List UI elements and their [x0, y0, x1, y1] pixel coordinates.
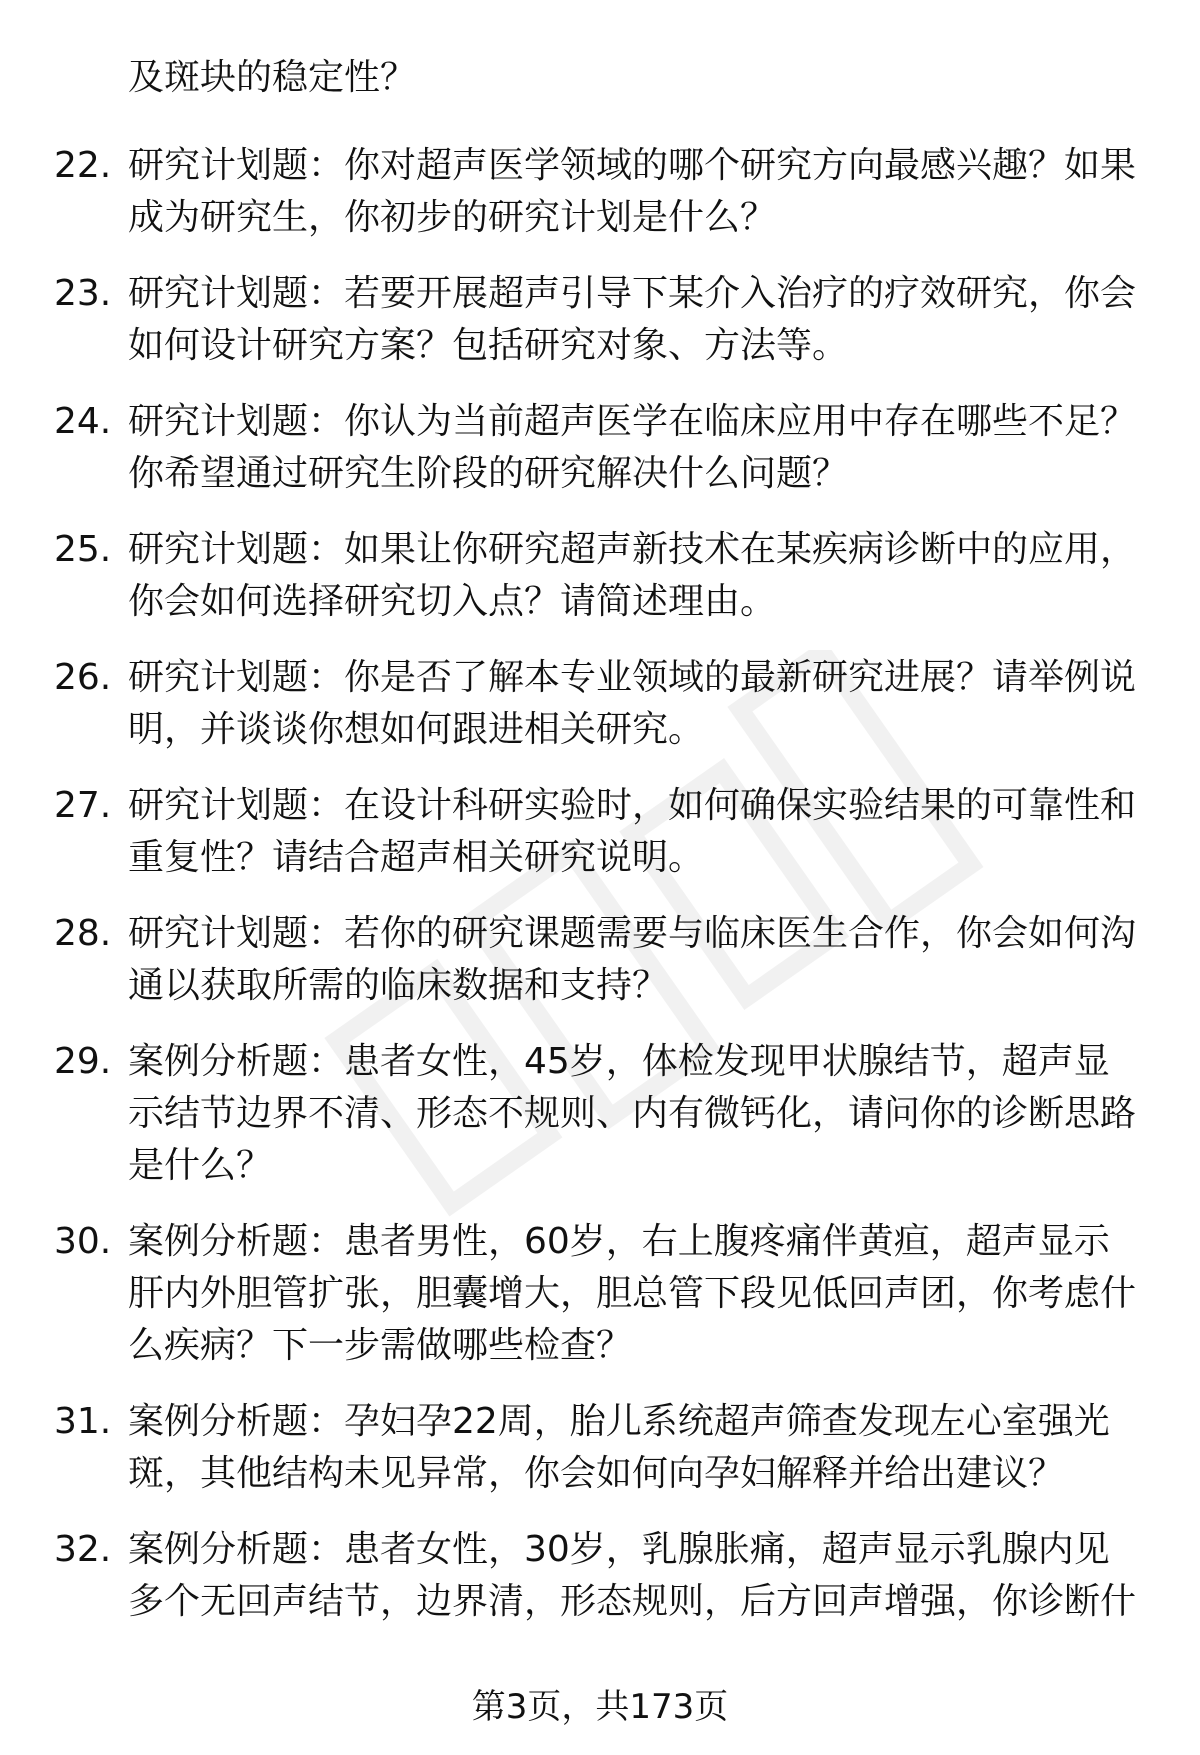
question-text: 研究计划题：如果让你研究超声新技术在某疾病诊断中的应用，你会如何选择研究切入点？请简述理由。 — [128, 529, 1137, 622]
question-text: 研究计划题：你是否了解本专业领域的最新研究进展？请举例说明，并谈谈你想如何跟进相关研究。 — [128, 657, 1137, 750]
question-item — [0, 908, 1200, 1012]
question-list — [0, 140, 1200, 1652]
question-number: 25. — [54, 529, 112, 570]
question-number: 27. — [54, 785, 112, 826]
question-number: 26. — [54, 657, 112, 698]
question-text: 研究计划题：若要开展超声引导下某介入治疗的疗效研究，你会如何设计研究方案？包括研究对象、方法等。 — [128, 273, 1137, 366]
question-text: 研究计划题：在设计科研实验时，如何确保实验结果的可靠性和重复性？请结合超声相关研究说明。 — [128, 785, 1137, 878]
question-text: 案例分析题：患者女性，30岁，乳腺胀痛，超声显示乳腺内见多个无回声结节，边界清，形态规则，后方回声增强，你诊断什 — [128, 1529, 1137, 1622]
question-item — [0, 396, 1200, 500]
question-item — [0, 524, 1200, 628]
question-item — [0, 780, 1200, 884]
question-text: 研究计划题：若你的研究课题需要与临床医生合作，你会如何沟通以获取所需的临床数据和支持？ — [128, 913, 1137, 1006]
question-text: 案例分析题：孕妇孕22周，胎儿系统超声筛查发现左心室强光斑，其他结构未见异常，你会如何向孕妇解释并给出建议？ — [128, 1401, 1110, 1494]
question-number: 30. — [54, 1221, 112, 1262]
question-number: 29. — [54, 1041, 112, 1082]
question-item — [0, 1216, 1200, 1372]
question-number: 22. — [54, 145, 112, 186]
question-text: 研究计划题：你对超声医学领域的哪个研究方向最感兴趣？如果成为研究生，你初步的研究计划是什么？ — [128, 145, 1137, 238]
question-item — [0, 1036, 1200, 1192]
question-item — [0, 268, 1200, 372]
question-item — [0, 140, 1200, 244]
question-text: 案例分析题：患者女性，45岁，体检发现甲状腺结节，超声显示结节边界不清、形态不规则、内有微钙化，请问你的诊断思路是什么？ — [128, 1041, 1137, 1186]
question-number: 23. — [54, 273, 112, 314]
question-number: 28. — [54, 913, 112, 954]
question-text: 案例分析题：患者男性，60岁，右上腹疼痛伴黄疸，超声显示肝内外胆管扩张，胆囊增大，胆总管下段见低回声团，你考虑什么疾病？下一步需做哪些检查？ — [128, 1221, 1137, 1366]
continuation-text: 及斑块的稳定性？ — [128, 57, 417, 98]
question-text: 研究计划题：你认为当前超声医学在临床应用中存在哪些不足？你希望通过研究生阶段的研究解决什么问题？ — [128, 401, 1137, 494]
page-footer: 第3页，共173页 — [471, 1687, 729, 1727]
question-number: 24. — [54, 401, 112, 442]
question-item — [0, 1396, 1200, 1500]
question-item — [0, 1524, 1200, 1628]
question-number: 32. — [54, 1529, 112, 1570]
question-number: 31. — [54, 1401, 112, 1442]
question-item — [0, 652, 1200, 756]
